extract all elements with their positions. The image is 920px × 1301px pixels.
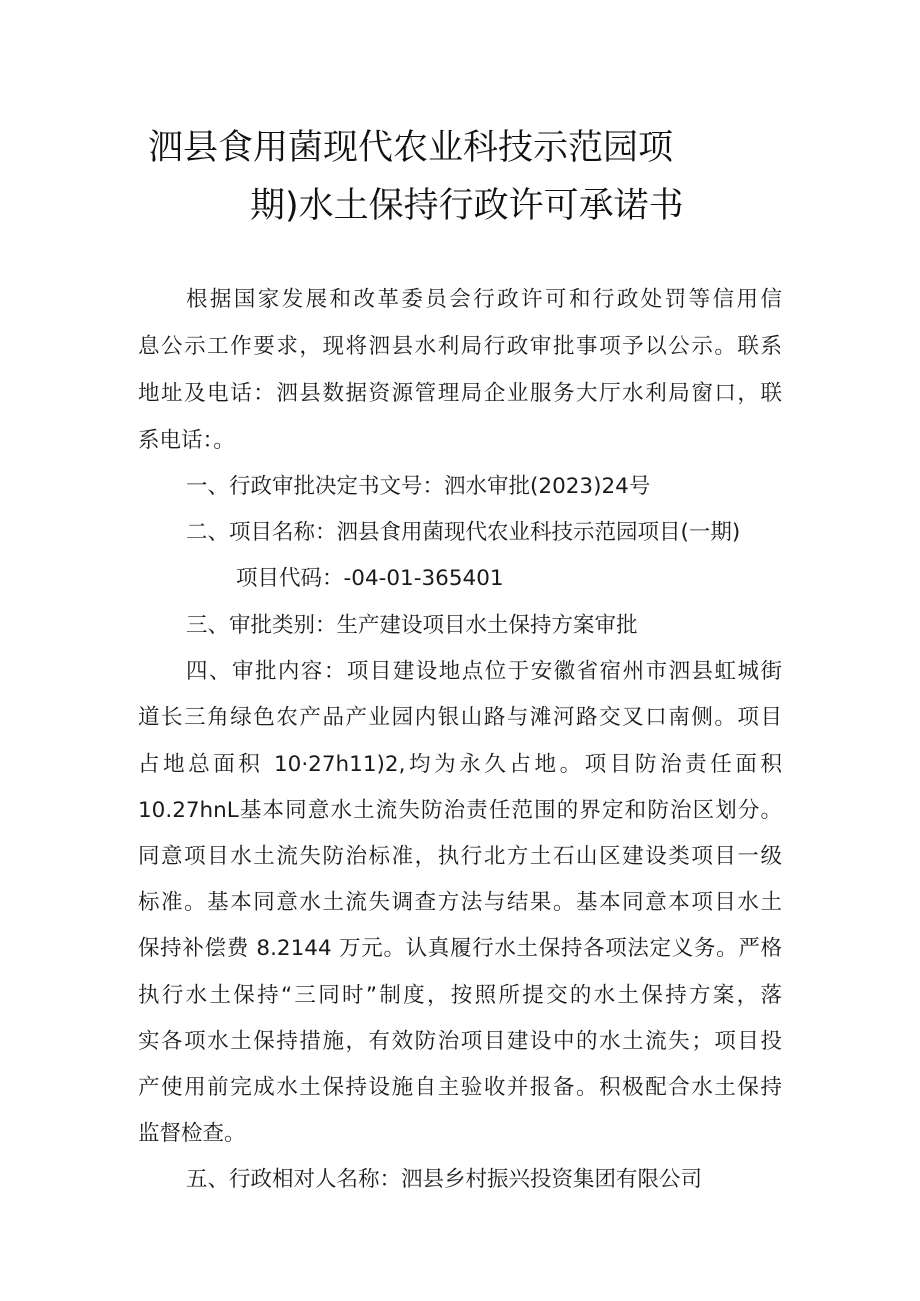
intro-line-2: 息公示工作要求，现将泗县水利局行政审批事项予以公示。联系 [138,334,782,359]
item-4-line-8: 执行水土保持“三同时”制度，按照所提交的水土保持方案，落 [138,983,782,1008]
item-4-line-11: 监督检查。 [138,1121,246,1146]
item-4-line-1: 四、审批内容：项目建设地点位于安徽省宿州市泗县虹城街 [186,659,782,684]
item-4-line-2: 道长三角绿色农产品产业园内银山路与滩河路交叉口南侧。项目 [138,705,782,730]
item-4-line-6: 标准。基本同意水土流失调查方法与结果。基本同意本项目水土 [138,890,782,915]
document-title-line-1: 泗县食用菌现代农业科技示范园项 [148,128,674,168]
item-1-decision-number: 一、行政审批决定书文号：泗水审批(2023)24号 [186,474,651,499]
item-5-counterparty: 五、行政相对人名称：泗县乡村振兴投资集团有限公司 [186,1167,703,1192]
item-4-line-9: 实各项水土保持措施，有效防治项目建设中的水土流失；项目投 [138,1029,782,1054]
item-4-line-10: 产使用前完成水土保持设施自主验收并报备。积极配合水土保持 [138,1075,782,1100]
item-2-project-name: 二、项目名称：泗县食用菌现代农业科技示范园项目(一期) [186,520,741,545]
intro-line-4: 系电话：。 [138,428,235,453]
item-4-line-4: 10.27hnL基本同意水土流失防治责任范围的界定和防治区划分。 [138,798,782,823]
intro-line-3: 地址及电话：泗县数据资源管理局企业服务大厅水利局窗口，联 [138,381,782,406]
item-4-line-7: 保持补偿费 8.2144 万元。认真履行水土保持各项法定义务。严格 [138,936,782,961]
intro-line-1: 根据国家发展和改革委员会行政许可和行政处罚等信用信 [186,287,782,312]
item-2-project-code: 项目代码：-04-01-365401 [236,566,504,591]
item-4-line-3: 占地总面积 10·27h11)2,均为永久占地。项目防治责任面积 [138,752,782,777]
item-4-line-5: 同意项目水土流失防治标准，执行北方土石山区建设类项目一级 [138,844,782,869]
item-3-approval-type: 三、审批类别：生产建设项目水土保持方案审批 [186,613,638,638]
document-title-line-2: 期)水土保持行政许可承诺书 [250,186,684,226]
